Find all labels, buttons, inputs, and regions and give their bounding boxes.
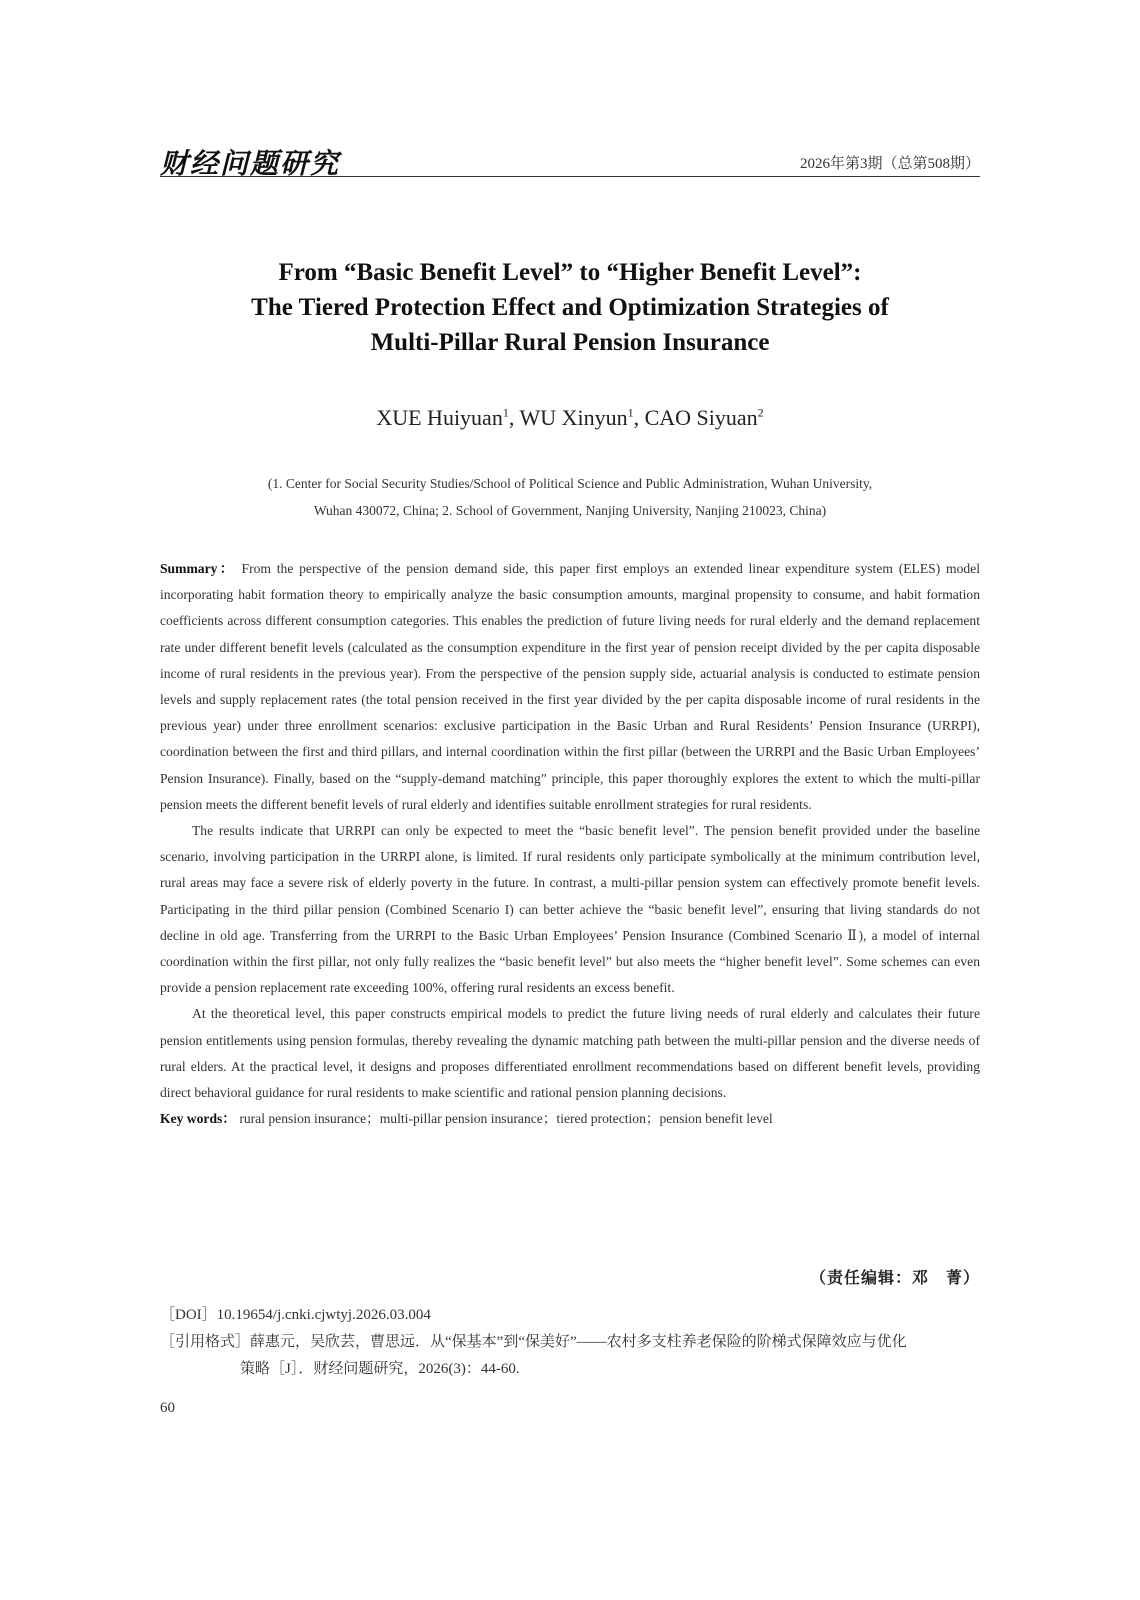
journal-logo: 财经问题研究 bbox=[160, 147, 341, 180]
citation-line-continued: 策略［J］．财经问题研究，2026(3)：44-60. bbox=[240, 1361, 520, 1377]
page-number: 60 bbox=[160, 1400, 175, 1416]
abstract-body bbox=[160, 556, 980, 1132]
page-header bbox=[160, 140, 980, 180]
citation-info bbox=[160, 1302, 980, 1383]
author-name: XUE Huiyuan bbox=[376, 405, 503, 430]
author-separator: , bbox=[633, 405, 645, 430]
citation-line: ［引用格式］薛惠元，吴欣芸，曹思远．从“保基本”到“保美好”——农村多支柱养老保险的阶梯式保障效应与优化 bbox=[160, 1334, 907, 1350]
affiliation-line: (1. Center for Social Security Studies/School of Political Science and Public Administration, Wuhan University, bbox=[267, 476, 873, 491]
title-line: From “Basic Benefit Level” to “Higher Benefit Level”: bbox=[278, 259, 862, 286]
issue-info: 2026年第3期（总第508期） bbox=[799, 156, 980, 172]
affiliation-line: Wuhan 430072, China; 2. School of Government, Nanjing University, Nanjing 210023, China) bbox=[313, 503, 827, 518]
summary-label: Summary： bbox=[160, 561, 236, 576]
paper-title bbox=[160, 255, 980, 360]
author-list bbox=[160, 405, 980, 431]
author-name: WU Xinyun bbox=[519, 405, 628, 430]
summary-paragraph: At the theoretical level, this paper constructs empirical models to predict the future living needs of rural elderly and calculates their future pension entitlements using pension formulas, thereby revealing the dynamic matching path between the multi-pillar pension and the diverse needs of rural elders. At the practical level, it designs and proposes differentiated enrollment recommendations based on different benefit levels, providing direct behavioral guidance for rural residents to make scientific and rational pension planning decisions. bbox=[160, 1006, 980, 1101]
summary-paragraph: The results indicate that URRPI can only be expected to meet the “basic benefit level”. The pension benefit provided under the baseline scenario, involving participation in the URRPI alone, is limited. If rural residents only participate symbolically at the minimum contribution level, rural areas may face a severe risk of elderly poverty in the future. In contrast, a multi-pillar pension system can effectively promote benefit levels. Participating in the third pillar pension (Combined Scenario I) can better achieve the “basic benefit level”, ensuring that living standards do not decline in old age. Transferring from the URRPI to the Basic Urban Employees’ Pension Insurance (Combined Scenario Ⅱ), a model of internal coordination within the first pillar, not only fully realizes the “basic benefit level” but also meets the “higher benefit level”. Some schemes can even provide a pension replacement rate exceeding 100%, offering rural residents an excess benefit. bbox=[160, 823, 980, 996]
responsible-editor: （责任编辑：邓 菁） bbox=[809, 1268, 980, 1287]
keywords-text: rural pension insurance；multi-pillar pension insurance；tiered protection；pension benefit level bbox=[239, 1111, 773, 1127]
author-affil-mark: 1 bbox=[502, 405, 509, 420]
author-affil-mark: 1 bbox=[627, 405, 634, 420]
keywords-label: Key words： bbox=[160, 1111, 236, 1127]
summary-paragraph bbox=[160, 556, 980, 818]
author-name: CAO Siyuan bbox=[644, 405, 758, 430]
title-line: Multi-Pillar Rural Pension Insurance bbox=[370, 329, 770, 356]
summary-text: From the perspective of the pension demand side, this paper first employs an extended linear expenditure system (ELES) model incorporating habit formation theory to empirically analyze the basic consumption amounts, marginal propensity to consume, and habit formation coefficients across different consumption categories. This enables the prediction of future living needs for rural elderly and the demand replacement rate under different benefit levels (calculated as the consumption expenditure in the first year of pension receipt divided by the per capita disposable income of rural residents in the previous year). From the perspective of the pension supply side, actuarial analysis is conducted to estimate pension levels and supply replacement rates (the total pension received in the first year divided by the per capita disposable income of rural residents in the previous year) under three enrollment scenarios: exclusive participation in the Basic Urban and Rural Residents’ Pension Insurance (URRPI), coordination between the first and third pillars, and internal coordination within the first pillar (between the URRPI and the Basic Urban Employees’ Pension Insurance). Finally, based on the “supply-demand matching” principle, this paper thoroughly explores the extent to which the multi-pillar pension meets the different benefit levels of rural elderly and identifies suitable enrollment strategies for rural residents. bbox=[160, 561, 980, 812]
author-affil-mark: 2 bbox=[757, 405, 764, 420]
doi-line: ［DOI］10.19654/j.cnki.cjwtyj.2026.03.004 bbox=[160, 1307, 431, 1323]
keywords-paragraph bbox=[160, 1106, 980, 1132]
title-line: The Tiered Protection Effect and Optimization Strategies of bbox=[251, 294, 889, 321]
affiliations bbox=[160, 470, 980, 524]
author-separator: , bbox=[508, 405, 520, 430]
